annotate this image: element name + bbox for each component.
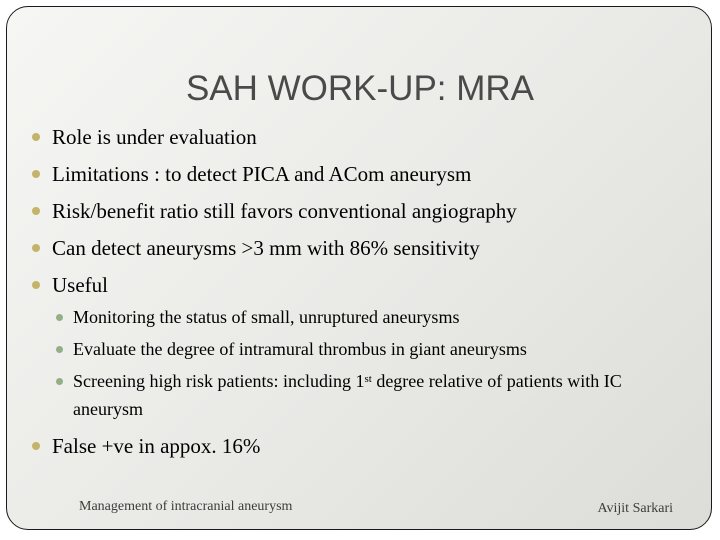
- sub-bullet-text: Evaluate the degree of intramural thrombus in giant aneurysms: [73, 339, 527, 359]
- bullet-dot-icon: [32, 133, 40, 141]
- bullet-text: False +ve in appox. 16%: [52, 434, 261, 458]
- bullet-text: Role is under evaluation: [52, 125, 257, 149]
- sub-bullet-item: [48, 367, 687, 423]
- bullet-dot-icon: [32, 207, 40, 215]
- slide-title: SAH WORK-UP: MRA: [185, 69, 535, 108]
- footer-course-title: Management of intracranial aneurysm: [79, 499, 293, 514]
- sub-bullet-dot-icon: [56, 314, 63, 321]
- sub-bullet-text-before: Screening high risk patients: including 1: [73, 371, 365, 391]
- bullet-item: [27, 123, 687, 151]
- superscript-ordinal: st: [364, 373, 372, 385]
- bullet-item: [27, 234, 687, 262]
- sub-bullet-dot-icon: [56, 378, 63, 385]
- sub-bullet-list: [48, 303, 687, 423]
- bullet-dot-icon: [32, 170, 40, 178]
- bullet-dot-icon: [32, 442, 40, 450]
- sub-bullet-text: Monitoring the status of small, unruptured aneurysms: [73, 307, 460, 327]
- slide: [6, 6, 712, 530]
- sub-bullet-item: [48, 335, 687, 363]
- bullet-dot-icon: [32, 281, 40, 289]
- sub-bullet-item: [48, 303, 687, 331]
- footer-author: Avijit Sarkari: [597, 501, 673, 516]
- bullet-text: Can detect aneurysms >3 mm with 86% sensitivity: [52, 236, 480, 260]
- bullet-item: [27, 160, 687, 188]
- bullet-dot-icon: [32, 244, 40, 252]
- sub-bullet-text-after: degree relative of patients with IC aneurysm: [73, 371, 622, 419]
- sub-bullet-dot-icon: [56, 346, 63, 353]
- bullet-item: [27, 271, 687, 423]
- bullet-item: [27, 432, 687, 460]
- bullet-text: Limitations : to detect PICA and ACom aneurysm: [52, 162, 472, 186]
- bullet-item: [27, 197, 687, 225]
- bullet-list: [27, 123, 687, 469]
- bullet-text: Risk/benefit ratio still favors conventional angiography: [52, 199, 517, 223]
- bullet-text: Useful: [52, 273, 108, 297]
